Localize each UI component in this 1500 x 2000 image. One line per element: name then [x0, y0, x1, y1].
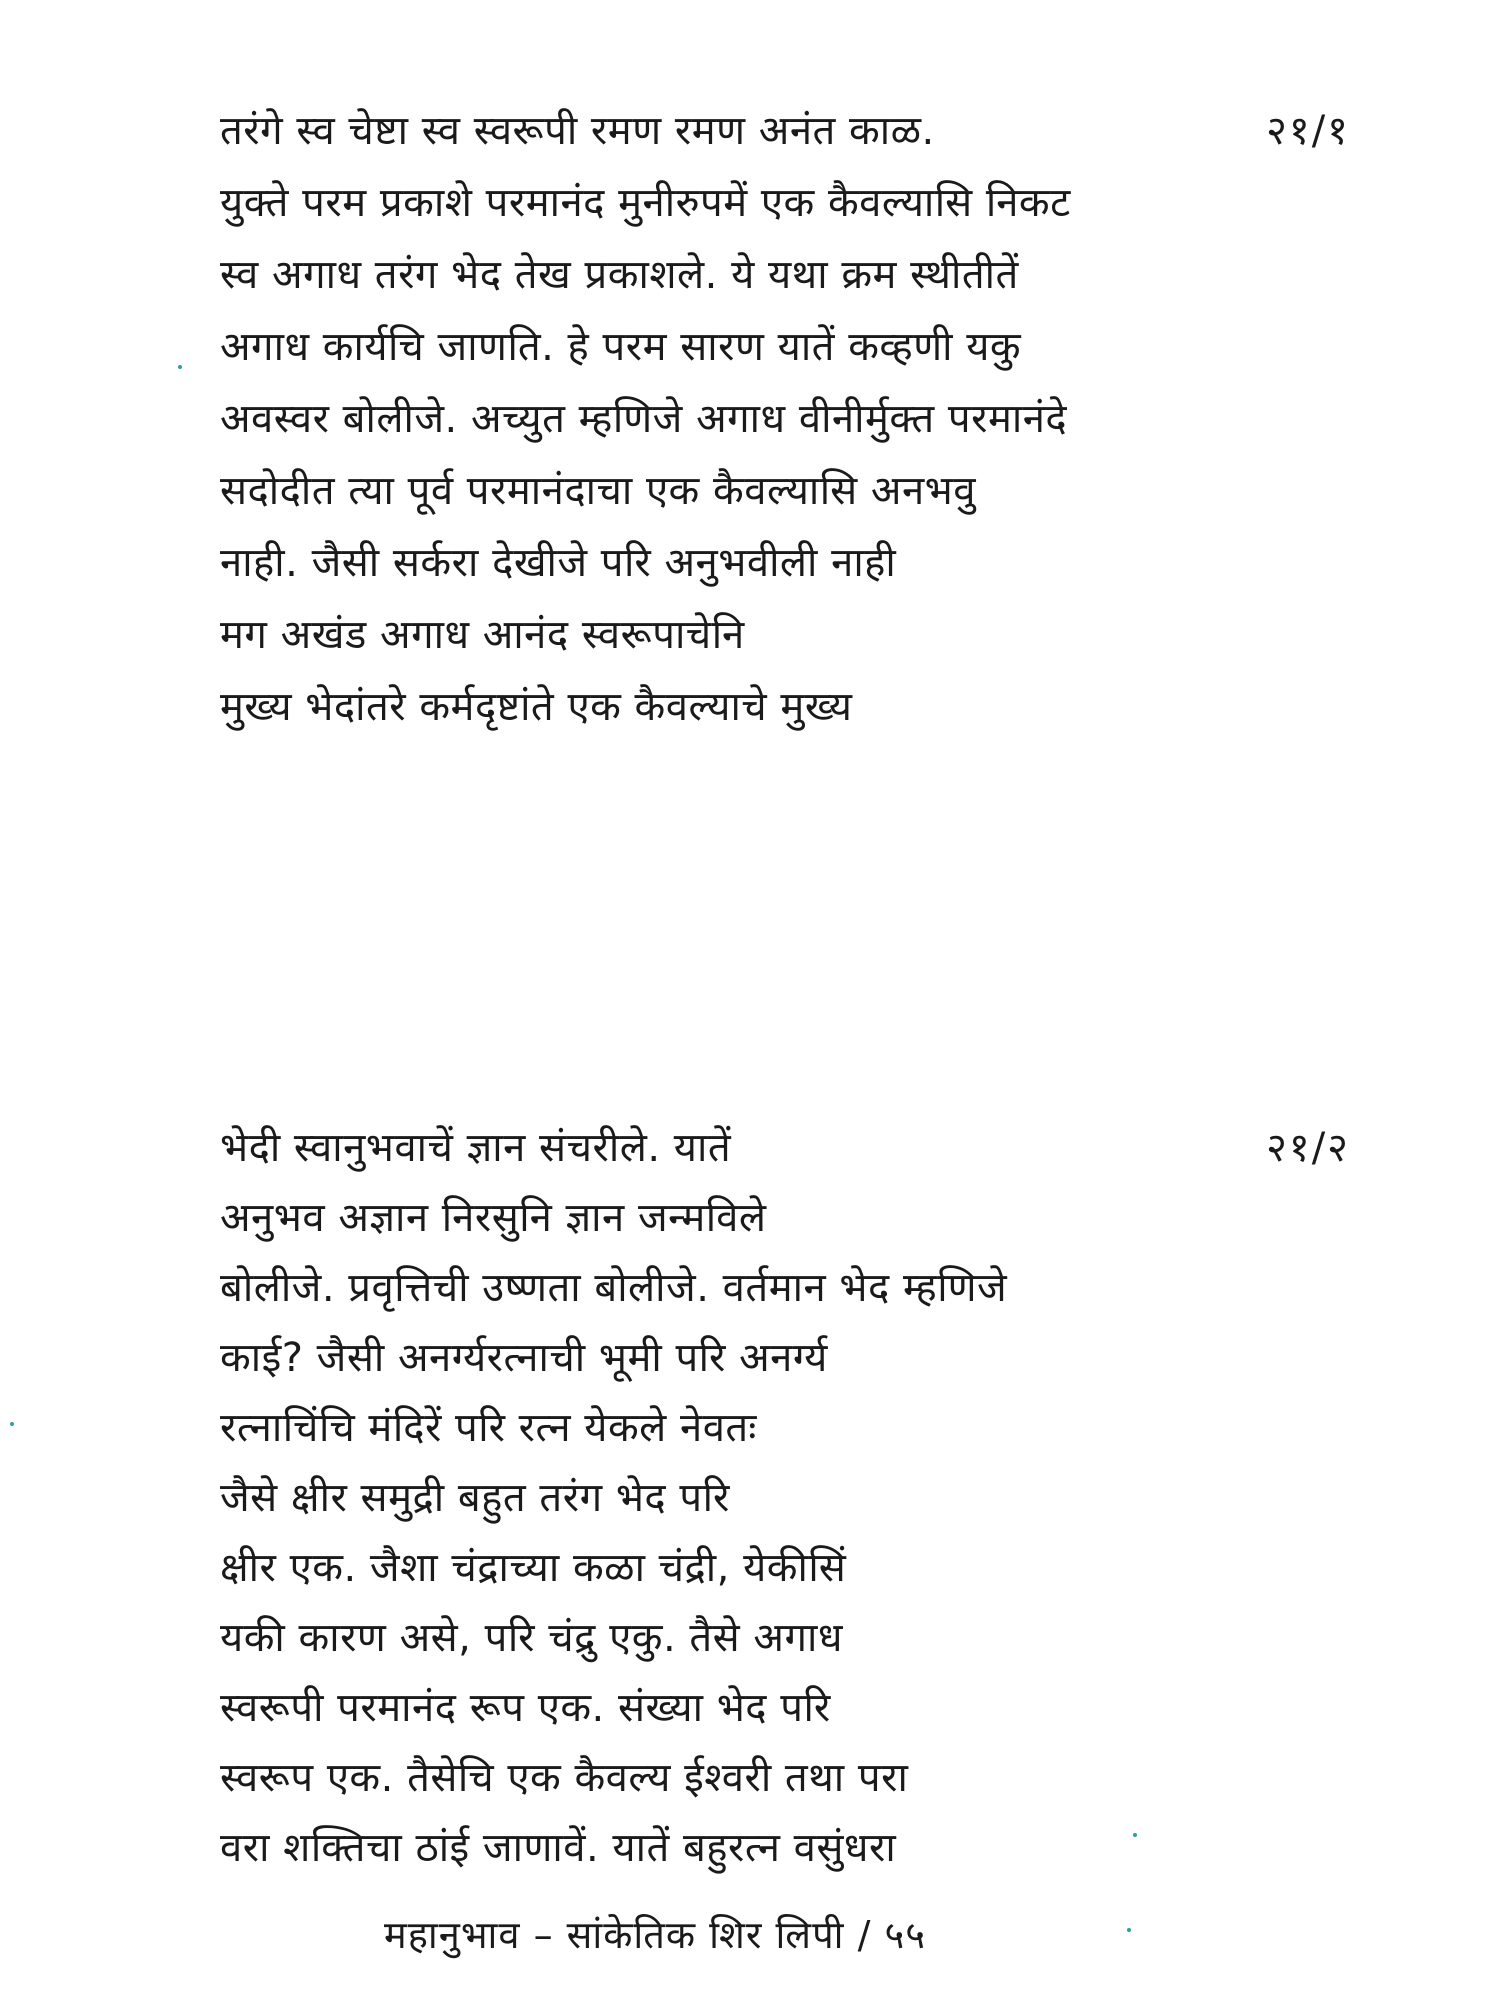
text-line: स्वरूप एक. तैसेचि एक कैवल्य ईश्वरी तथा परा: [220, 1755, 909, 1801]
text-line: अनुभव अज्ञान निरसुनि ज्ञान जन्मविले: [220, 1195, 767, 1241]
text-line: मग अखंड अगाध आनंद स्वरूपाचेनि: [220, 612, 745, 658]
text-line: सदोदीत त्या पूर्व परमानंदाचा एक कैवल्यासि अनभवु: [220, 468, 977, 514]
text-line: अवस्वर बोलीजे. अच्युत म्हणिजे अगाध वीनीर्मुक्त परमानंदे: [220, 396, 1068, 442]
verse-reference: २१/२: [1266, 1125, 1350, 1171]
text-line: वरा शक्तिचा ठांई जाणावें. यातें बहुरत्न वसुंधरा: [220, 1825, 897, 1871]
page-footer: [0, 1908, 1500, 1960]
text-line: रत्नाचिंचि मंदिरें परि रत्न येकले नेवतः: [220, 1405, 757, 1451]
text-line: [220, 95, 1350, 167]
text-line: काई? जैसी अनर्ग्यरत्नाची भूमी परि अनर्ग्य: [220, 1335, 828, 1381]
text-line: क्षीर एक. जैशा चंद्राच्या कळा चंद्री, येकीसिं: [220, 1545, 847, 1591]
text-line: यकी कारण असे, परि चंद्रु एकु. तैसे अगाध: [220, 1615, 843, 1661]
verse-reference: २१/१: [1266, 108, 1350, 154]
text-line: जैसे क्षीर समुद्री बहुत तरंग भेद परि: [220, 1475, 730, 1521]
scan-speck: [1127, 1928, 1131, 1932]
text-line: नाही. जैसी सर्करा देखीजे परि अनुभवीली नाही: [220, 540, 897, 586]
scan-speck: [10, 1422, 14, 1426]
text-line: अगाध कार्यचि जाणति. हे परम सारण यातें कव्हणी यकु: [220, 324, 1022, 370]
text-line: स्व अगाध तरंग भेद तेख प्रकाशले. ये यथा क्रम स्थीतीतें: [220, 252, 1019, 298]
line-text: भेदी स्वानुभवाचें ज्ञान संचरीले. यातें: [220, 1125, 732, 1171]
text-line: बोलीजे. प्रवृत्तिची उष्णता बोलीजे. वर्तमान भेद म्हणिजे: [220, 1265, 1008, 1311]
text-line: युक्ते परम प्रकाशे परमानंद मुनीरुपमें एक कैवल्यासि निकट: [220, 180, 1071, 226]
scan-speck: [178, 365, 182, 369]
text-line: मुख्य भेदांतरे कर्मदृष्टांते एक कैवल्याचे मुख्य: [220, 684, 853, 730]
text-line: स्वरूपी परमानंद रूप एक. संख्या भेद परि: [220, 1685, 831, 1731]
scan-speck: [1133, 1833, 1137, 1837]
text-line: [220, 1113, 1350, 1183]
line-text: तरंगे स्व चेष्टा स्व स्वरूपी रमण रमण अनंत काळ.: [220, 108, 935, 154]
passage-21-1: [220, 95, 1350, 743]
footer-text: महानुभाव – सांकेतिक शिर लिपी / ५५: [384, 1913, 926, 1957]
passage-21-2: [220, 1113, 1350, 1883]
